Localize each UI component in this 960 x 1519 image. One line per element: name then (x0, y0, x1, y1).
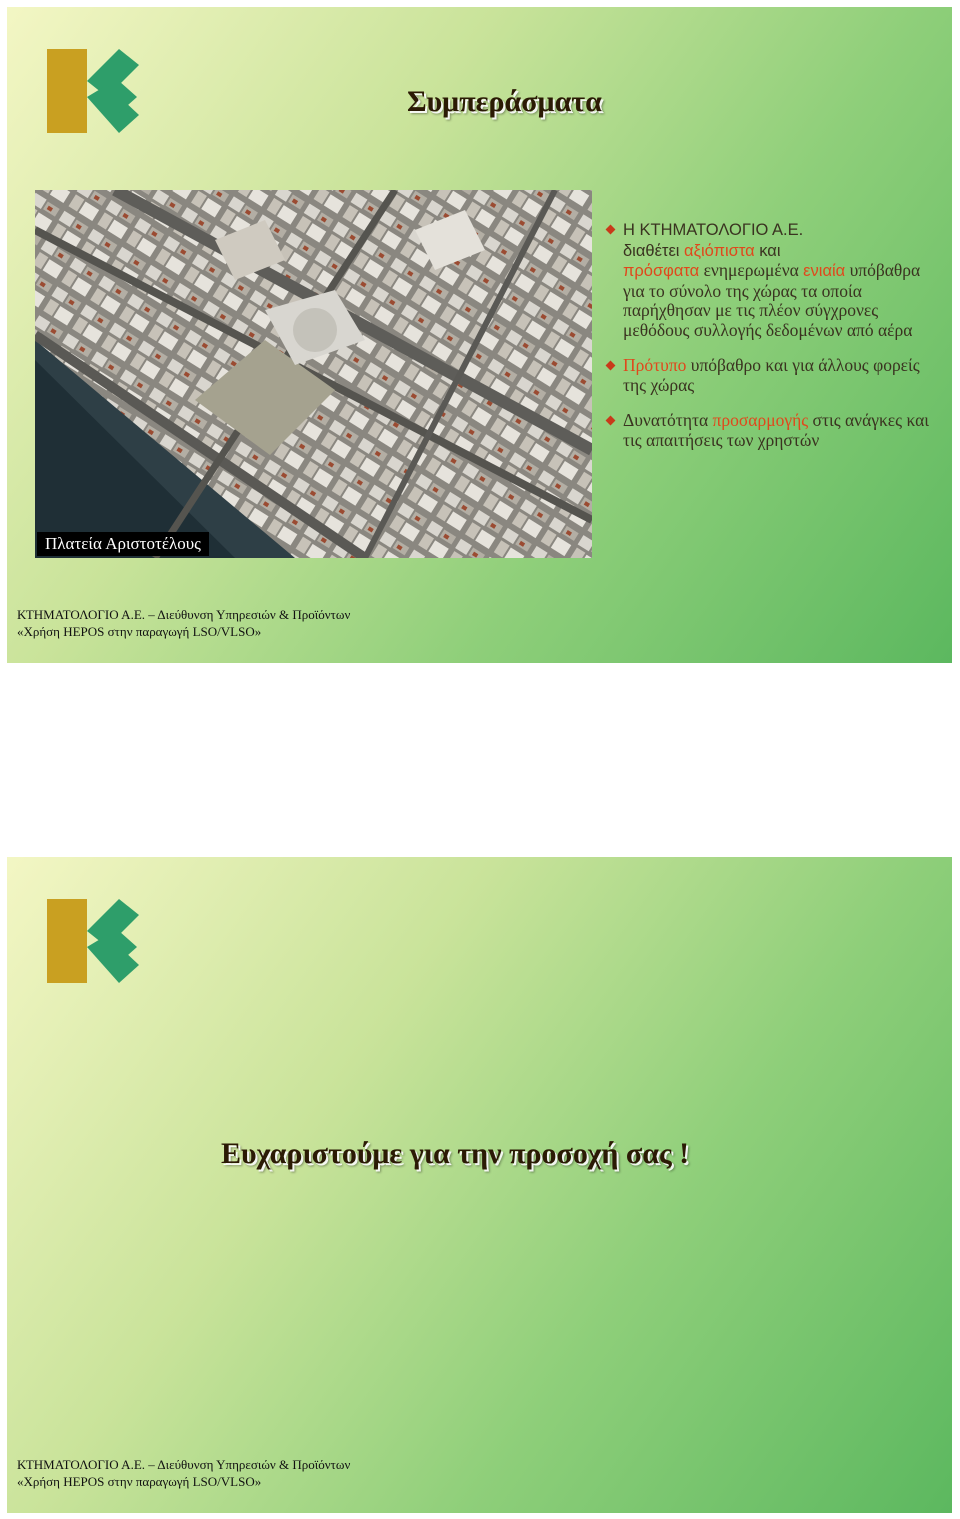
bullet-text: διαθέτει (623, 241, 685, 260)
bullet-list (605, 220, 945, 466)
bullet-item (605, 411, 945, 450)
bullet-text: Δυνατότητα (623, 410, 713, 430)
ktimatologio-logo-icon (47, 45, 147, 133)
footer-line: ΚΤΗΜΑΤΟΛΟΓΙΟ Α.Ε. – Διεύθυνση Υπηρεσιών & Προϊόντων (17, 607, 351, 622)
footer-line: ΚΤΗΜΑΤΟΛΟΓΙΟ Α.Ε. – Διεύθυνση Υπηρεσιών & Προϊόντων (17, 1457, 351, 1472)
diamond-bullet-icon (606, 416, 616, 426)
bullet-item (605, 220, 945, 340)
slide-footer (17, 606, 350, 640)
bullet-text: Η ΚΤΗΜΑΤΟΛΟΓΙΟ Α.Ε. (623, 221, 804, 239)
diamond-bullet-icon (606, 361, 616, 371)
slide-conclusions (7, 7, 952, 663)
bullet-text: υπόβαθρο και για άλλους φορείς της χώρας (623, 355, 920, 395)
slide-footer (17, 1456, 350, 1490)
bullet-text: υπόβαθρα για το σύνολο της χώρας τα οποία παρήχθησαν με τις πλέον σύγχρονες μεθόδους συλλογής δεδομένων από αέρα (623, 260, 921, 340)
highlight-text: Πρότυπο (623, 355, 687, 375)
highlight-text: ενιαία (803, 262, 846, 280)
highlight-text: προσαρμογής (712, 410, 809, 430)
aerial-photo (35, 190, 592, 558)
bullet-item (605, 356, 945, 395)
ktimatologio-logo-icon (47, 895, 147, 983)
highlight-text: πρόσφατα (623, 262, 700, 280)
bullet-text: στις ανάγκες και τις απαιτήσεις των χρηστών (623, 410, 930, 450)
footer-line: «Χρήση HEPOS στην παραγωγή LSO/VLSO» (17, 1474, 262, 1489)
footer-line: «Χρήση HEPOS στην παραγωγή LSO/VLSO» (17, 624, 262, 639)
bullet-text: ενημερωμένα (699, 260, 804, 280)
bullet-text: και (754, 241, 781, 260)
slide-title: Ευχαριστούμε για την προσοχή σας ! (221, 1137, 690, 1170)
slide-thank-you (7, 857, 952, 1513)
map-caption: Πλατεία Αριστοτέλους (37, 532, 209, 556)
highlight-text: αξιόπιστα (684, 241, 755, 260)
diamond-bullet-icon (606, 225, 616, 235)
slide-title: Συμπεράσματα (407, 85, 602, 118)
aerial-photo-drawing (35, 190, 592, 558)
